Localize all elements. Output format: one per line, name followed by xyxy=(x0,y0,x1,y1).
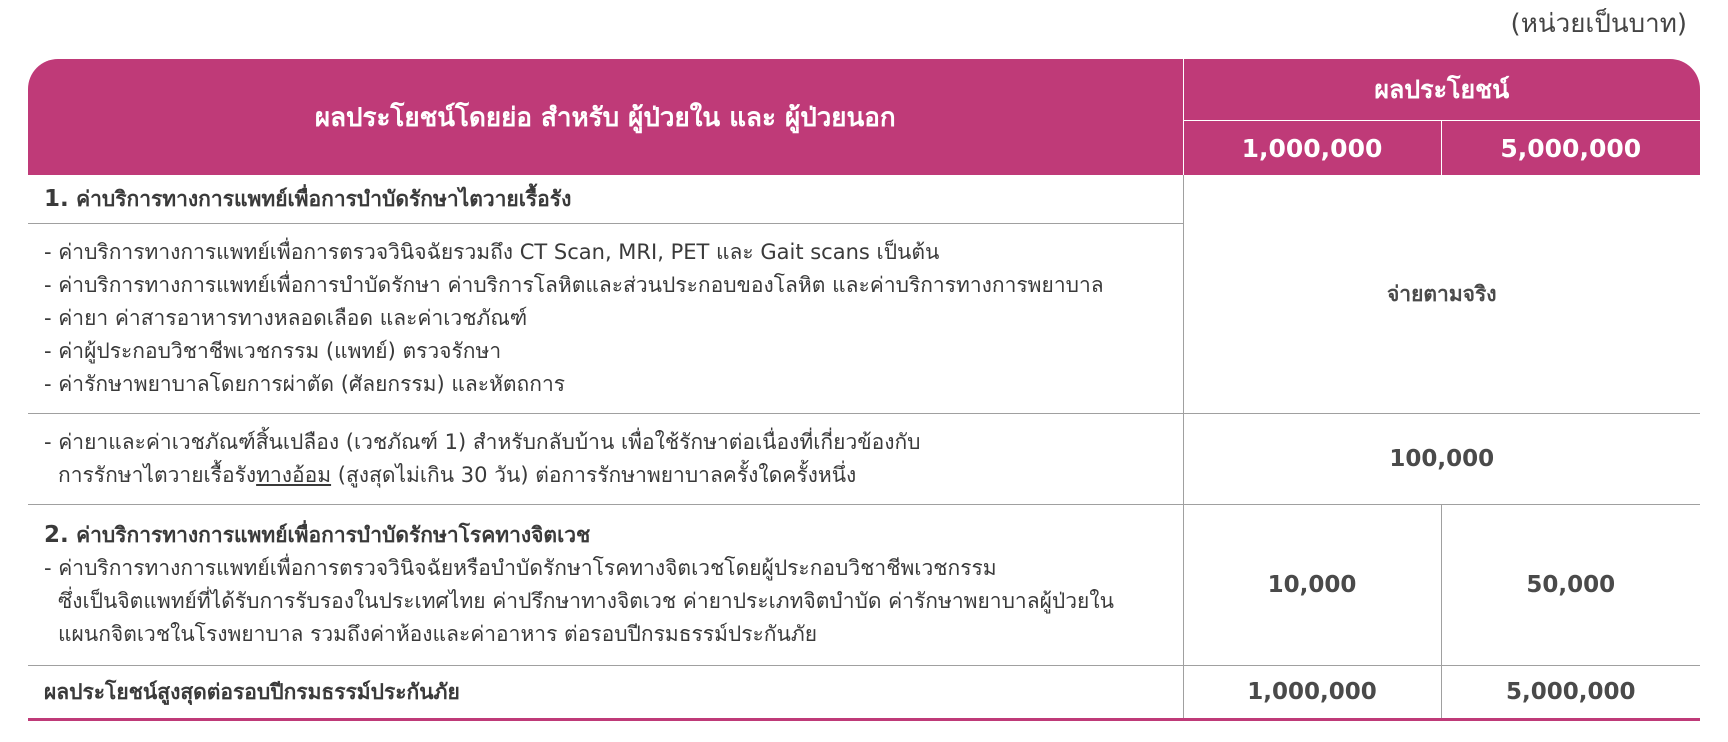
benefit-header: ผลประโยชน์ xyxy=(1183,59,1700,121)
max-benefit-label: ผลประโยชน์สูงสุดต่อรอบปีกรมธรรม์ประกันภัย xyxy=(28,666,1183,720)
plan-5m-header: 5,000,000 xyxy=(1441,121,1700,176)
section-2-number: 2. xyxy=(44,522,69,548)
benefit-table xyxy=(28,59,1700,721)
section-2-line: แผนกจิตเวชในโรงพยาบาล รวมถึงค่าห้องและค่าอาหาร ต่อรอบปีกรมธรรม์ประกันภัย xyxy=(58,622,818,646)
section-2-line: - ค่าบริการทางการแพทย์เพื่อการตรวจวินิจฉัยหรือบำบัดรักษาโรคทางจิตเวชโดยผู้ประกอบวิชาชีพเวชกรรม xyxy=(44,556,997,580)
section-1-item: - ค่าผู้ประกอบวิชาชีพเวชกรรม (แพทย์) ตรวจรักษา xyxy=(44,339,502,363)
section-2-value-5m: 50,000 xyxy=(1441,505,1700,666)
table-title: ผลประโยชน์โดยย่อ สำหรับ ผู้ป่วยใน และ ผู้ป่วยนอก xyxy=(28,59,1183,175)
section-1-item: - ค่ารักษาพยาบาลโดยการผ่าตัด (ศัลยกรรม) และหัตถการ xyxy=(44,372,566,396)
home-medication-value: 100,000 xyxy=(1183,414,1700,505)
home-medication-text: การรักษาไตวายเรื้อรัง xyxy=(58,463,257,487)
section-2-line: ซึ่งเป็นจิตแพทย์ที่ได้รับการรับรองในประเทศไทย ค่าปรึกษาทางจิตเวช ค่ายาประเภทจิตบำบัด ค่ารักษาพยาบาลผู้ป่วยใน xyxy=(58,589,1114,613)
section-1-item: - ค่าบริการทางการแพทย์เพื่อการตรวจวินิจฉัยรวมถึง CT Scan, MRI, PET และ Gait scans เป็นต้น xyxy=(44,240,940,264)
section-2-title xyxy=(44,519,1183,552)
section-1-item: - ค่าบริการทางการแพทย์เพื่อการบำบัดรักษา ค่าบริการโลหิตและส่วนประกอบของโลหิต และค่าบริการทางการพยาบาล xyxy=(44,273,1104,297)
section-1-item: - ค่ายา ค่าสารอาหารทางหลอดเลือด และค่าเวชภัณฑ์ xyxy=(44,306,528,330)
section-1-title-text: ค่าบริการทางการแพทย์เพื่อการบำบัดรักษาไตวายเรื้อรัง xyxy=(76,187,572,211)
home-medication-text-tail: (สูงสุดไม่เกิน 30 วัน) ต่อการรักษาพยาบาลครั้งใดครั้งหนึ่ง xyxy=(331,463,857,487)
plan-1m-header: 1,000,000 xyxy=(1183,121,1441,176)
section-1-items xyxy=(28,224,1183,414)
home-medication-row xyxy=(28,414,1183,505)
home-medication-line-1: - ค่ายาและค่าเวชภัณฑ์สิ้นเปลือง (เวชภัณฑ์ 1) สำหรับกลับบ้าน เพื่อใช้รักษาต่อเนื่องที่เกี่ยวข้องกับ xyxy=(44,430,921,454)
max-benefit-1m: 1,000,000 xyxy=(1183,666,1441,720)
section-2-row xyxy=(28,505,1183,666)
indirect-underline: ทางอ้อม xyxy=(256,463,332,487)
max-benefit-5m: 5,000,000 xyxy=(1441,666,1700,720)
section-1-value: จ่ายตามจริง xyxy=(1183,175,1700,414)
home-medication-line-2 xyxy=(44,459,1183,492)
section-2-value-1m: 10,000 xyxy=(1183,505,1441,666)
section-1-title xyxy=(28,175,1183,224)
section-1-number: 1. xyxy=(44,186,69,212)
section-2-title-text: ค่าบริการทางการแพทย์เพื่อการบำบัดรักษาโรคทางจิตเวช xyxy=(76,523,591,547)
unit-note: (หน่วยเป็นบาท) xyxy=(1510,9,1687,39)
